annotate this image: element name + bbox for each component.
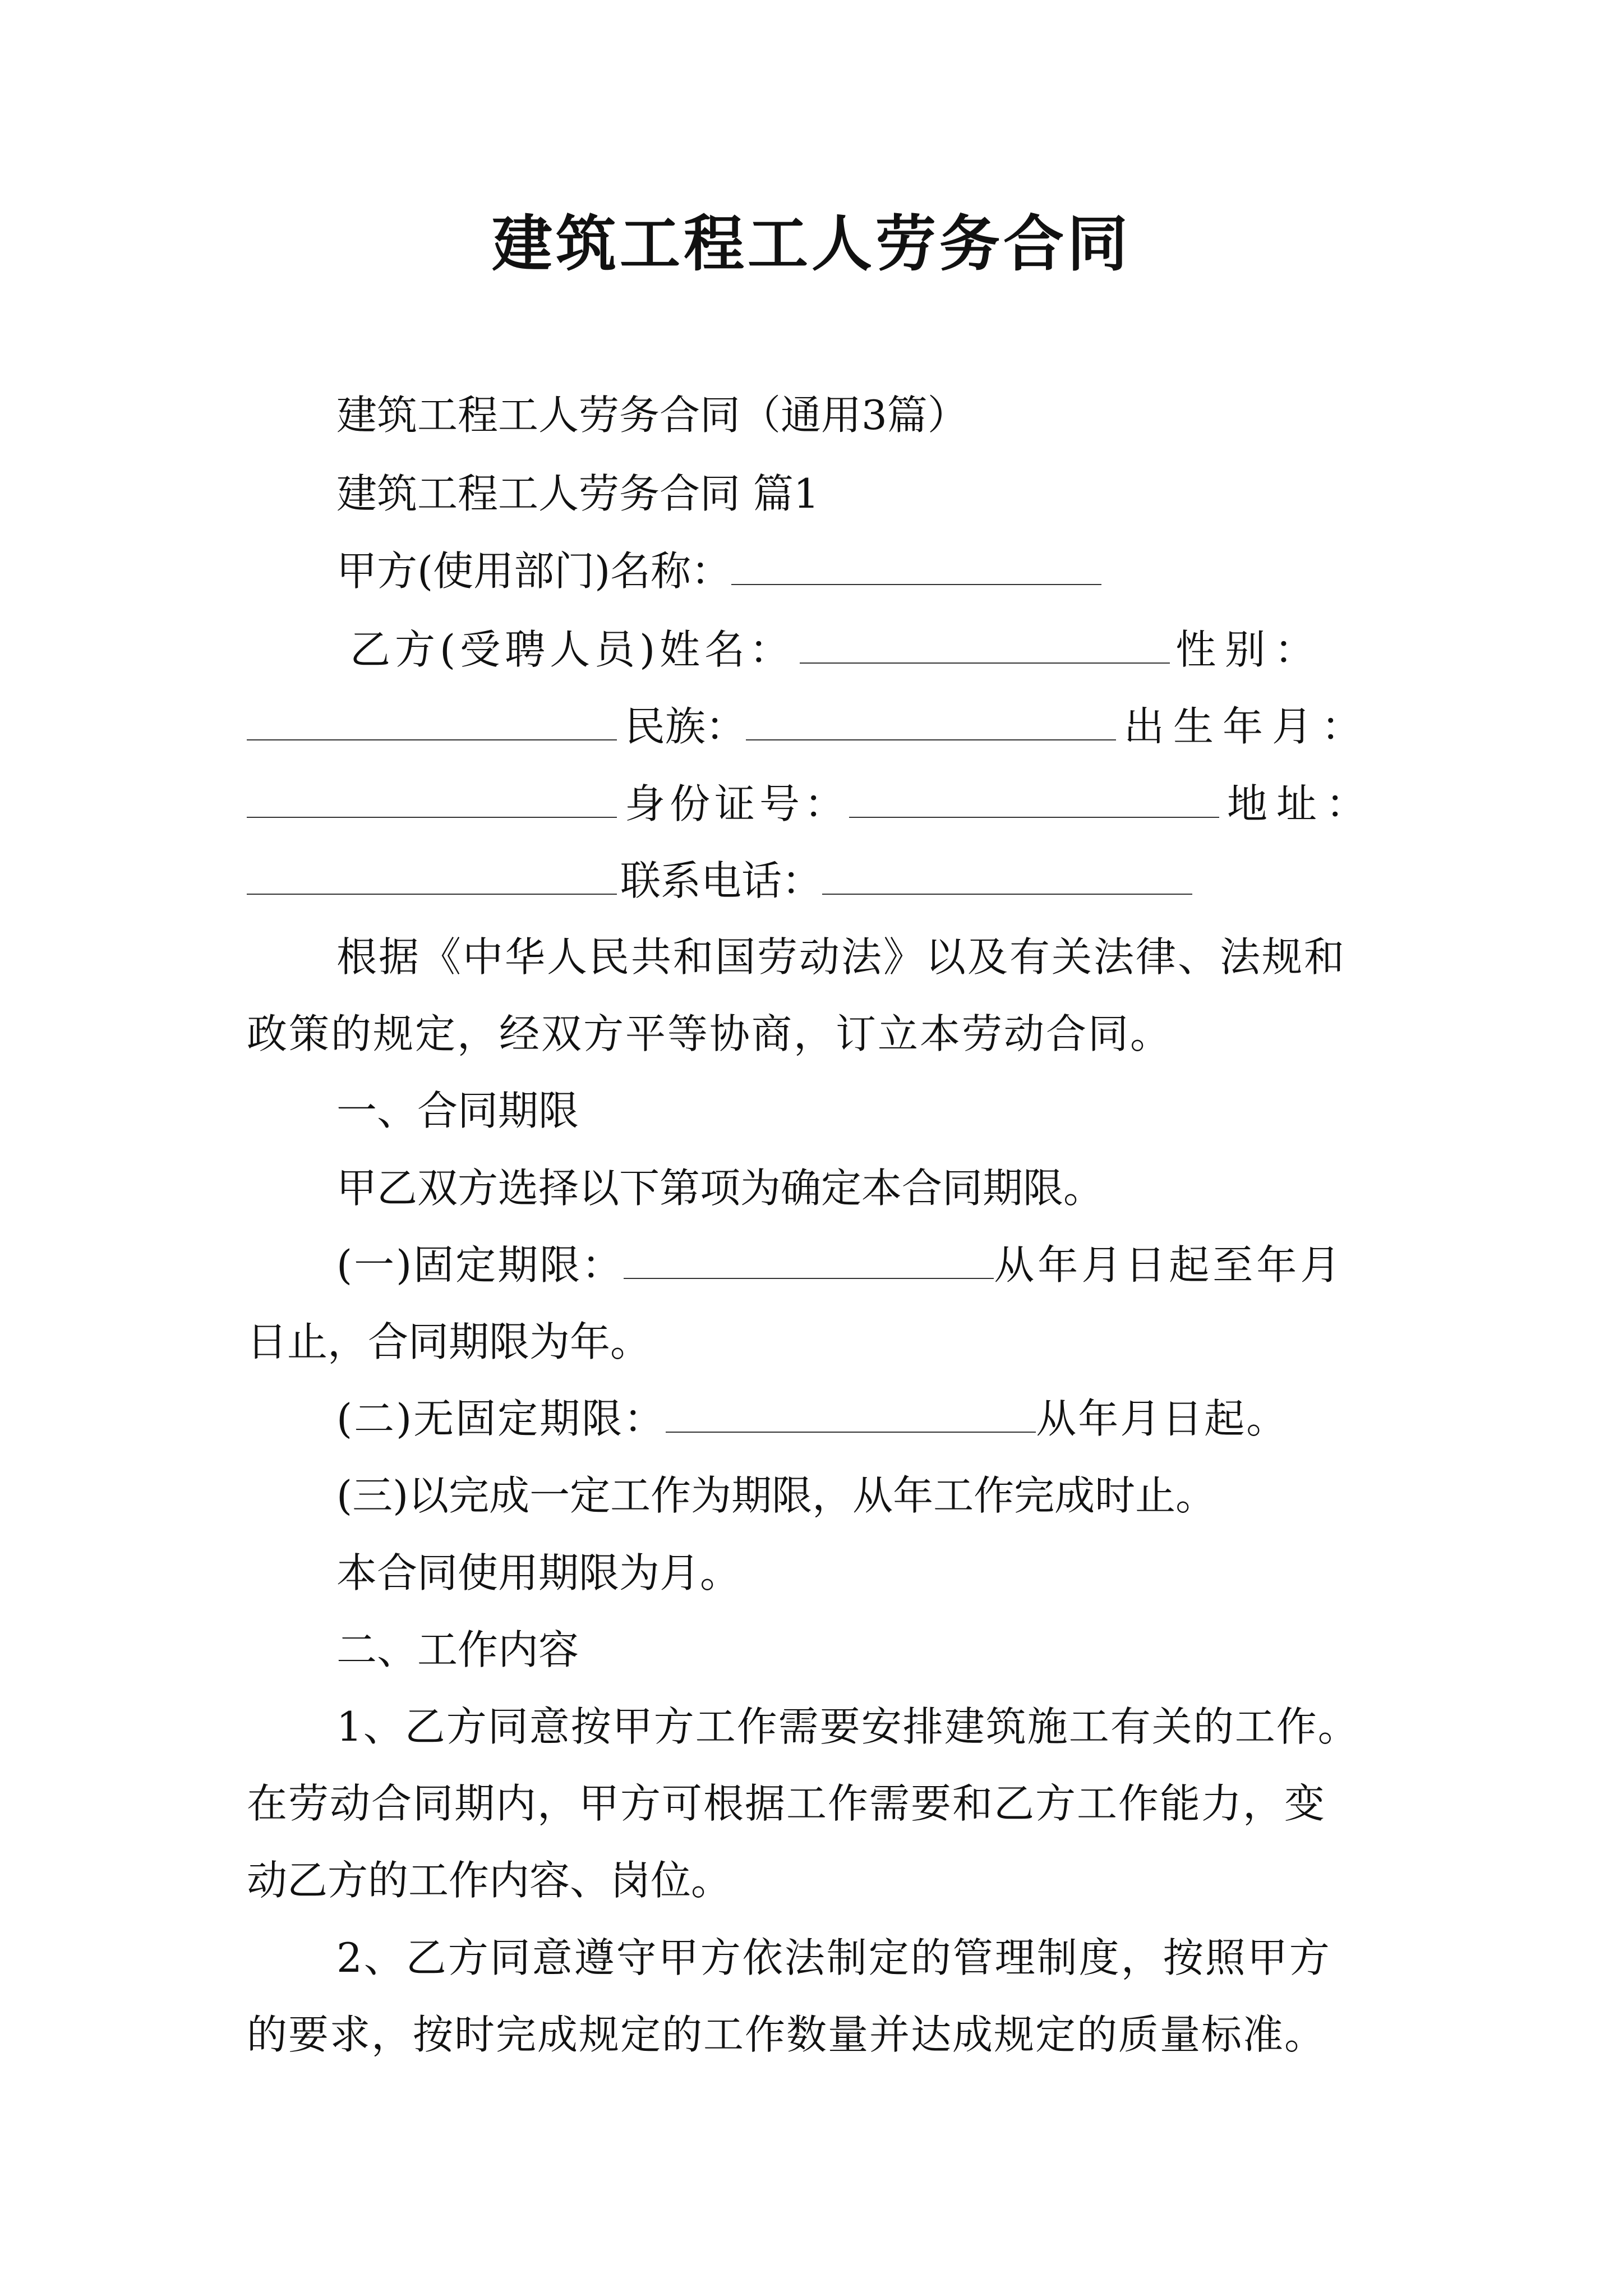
id-number-blank[interactable] bbox=[849, 782, 1219, 818]
open-term-tail: 从年月日起。 bbox=[1036, 1395, 1289, 1442]
address-blank[interactable] bbox=[247, 859, 617, 895]
party-b-row bbox=[350, 622, 1324, 678]
item-1-line-2: 在劳动合同期内，甲方可根据工作需要和乙方工作能力，变 bbox=[247, 1780, 1326, 1827]
item-1-line-1: 1、乙方同意按甲方工作需要安排建筑施工有关的工作。 bbox=[336, 1703, 1359, 1750]
gender-label: 性别： bbox=[1175, 626, 1324, 673]
fixed-term-row bbox=[336, 1237, 1344, 1293]
intro-line-2: 政策的规定，经双方平等协商，订立本劳动合同。 bbox=[247, 1010, 1173, 1057]
document-title: 建筑工程工人劳务合同 bbox=[491, 209, 1131, 279]
section-1-paragraph: 甲乙双方选择以下第项为确定本合同期限。 bbox=[336, 1165, 1104, 1212]
fixed-term-continued: 日止，合同期限为年。 bbox=[247, 1318, 651, 1365]
task-term: (三)以完成一定工作为期限，从年工作完成时止。 bbox=[336, 1472, 1216, 1519]
ethnicity-label: 民族： bbox=[625, 703, 746, 750]
fixed-term-blank[interactable] bbox=[624, 1243, 994, 1279]
birth-blank[interactable] bbox=[247, 782, 617, 818]
open-term-label: (二)无固定期限： bbox=[336, 1395, 666, 1442]
item-2-line-1: 2、乙方同意遵守甲方依法制定的管理制度，按照甲方 bbox=[336, 1934, 1331, 1981]
use-term: 本合同使用期限为月。 bbox=[336, 1549, 741, 1596]
birth-label: 出生年月： bbox=[1124, 703, 1371, 750]
item-2-line-2: 的要求，按时完成规定的工作数量并达成规定的质量标准。 bbox=[247, 2011, 1326, 2058]
gender-blank[interactable] bbox=[247, 705, 617, 740]
id-row bbox=[247, 776, 1375, 832]
id-label: 身份证号： bbox=[625, 780, 850, 827]
phone-label: 联系电话： bbox=[620, 857, 823, 904]
party-b-name-blank[interactable] bbox=[800, 628, 1170, 664]
party-a-name-blank[interactable] bbox=[731, 549, 1101, 585]
ethnicity-blank[interactable] bbox=[746, 705, 1116, 740]
ethnicity-row bbox=[247, 698, 1371, 754]
part-heading: 建筑工程工人劳务合同 篇1 bbox=[336, 470, 819, 517]
phone-blank[interactable] bbox=[822, 859, 1192, 895]
address-label: 地址： bbox=[1227, 780, 1376, 827]
fixed-term-tail: 从年月日起至年月 bbox=[994, 1241, 1344, 1289]
fixed-term-label: (一)固定期限： bbox=[336, 1241, 624, 1289]
section-2-heading: 二、工作内容 bbox=[336, 1626, 579, 1673]
party-a-label: 甲方(使用部门)名称： bbox=[336, 547, 732, 595]
intro-line-1: 根据《中华人民共和国劳动法》以及有关法律、法规和 bbox=[336, 933, 1347, 981]
open-term-row bbox=[336, 1391, 1288, 1447]
party-a-row bbox=[336, 543, 1101, 599]
item-1-line-3: 动乙方的工作内容、岗位。 bbox=[247, 1857, 732, 1904]
open-term-blank[interactable] bbox=[666, 1397, 1036, 1433]
section-1-heading: 一、合同期限 bbox=[336, 1087, 579, 1134]
phone-row bbox=[247, 853, 1192, 909]
party-b-label: 乙方(受聘人员)姓名： bbox=[350, 626, 795, 673]
collection-heading: 建筑工程工人劳务合同（通用3篇） bbox=[336, 392, 968, 439]
